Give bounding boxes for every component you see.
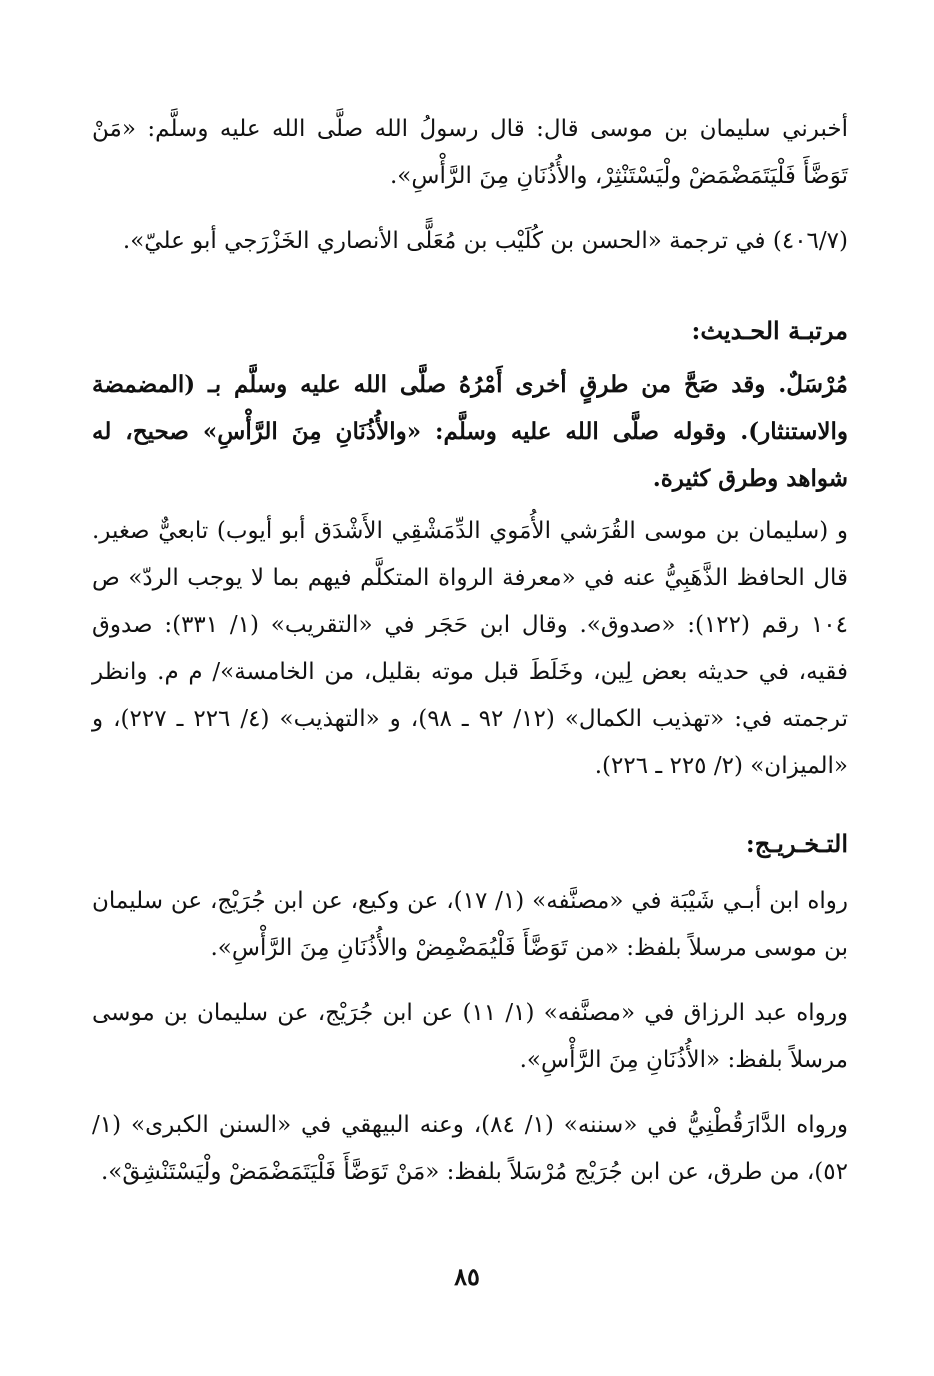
biography-reference-paragraph: (٤٠٦/٧) في ترجمة «الحسن بن كُلَيْب بن مُعَلًّى الأنصاري الخَزْرَجي أبو عليّ». (122, 228, 848, 254)
takhrij-paragraph-abd-al-razzaq: ورواه عبد الرزاق في «مصنَّفه» (١/ ١١) عن ابن جُرَيْج، عن سليمان بن موسى مرسلاً بلفظ: «الأُذُنَانِ مِنَ الرَّأْسِ». (92, 1000, 849, 1073)
book-page (92, 100, 848, 1340)
narrator-biography-paragraph: و (سليمان بن موسى القُرَشي الأُمَوي الدِّمَشْقِي الأَشْدَق أبو أيوب) تابعيٌّ صغير. قال الحافظ الذَّهَبِيُّ عنه في «معرفة الرواة المتكلَّم فيهم بما لا يوجب الردّ» ص ١٠٤ رقم (١٢٢): «صدوق». وقال ابن حَجَر في «التقريب» (١/ ٣٣١): صدوق فقيه، في حديثه بعض لِين، وخَلَطَ قبل موته بقليل، من الخامسة»/ م م. وانظر ترجمته في: «تهذيب الكمال» (١٢/ ٩٢ ـ ٩٨)، و «التهذيب» (٤/ ٢٢٦ ـ ٢٢٧)، و «الميزان» (٢/ ٢٢٥ ـ ٢٢٦). (92, 518, 849, 779)
hadith-grade-paragraph: مُرْسَلٌ. وقد صَحَّ من طرقٍ أخرى أَمْرُهُ صلَّى الله عليه وسلَّم بـ (المضمضة والاستنثار). وقوله صلَّى الله عليه وسلَّم: «والأُذُنَانِ مِنَ الرَّأْسِ» صحيح، له شواهد وطرق كثيرة. (92, 371, 848, 492)
takhrij-paragraph-ibn-abi-shayba: رواه ابن أبـي شَيْبَة في «مصنَّفه» (١/ ١٧)، عن وكيع، عن ابن جُرَيْج، عن سليمان بن موسى مرسلاً بلفظ: «من تَوَضَّأَ فَلْيُمَضْمِضْ والأُذُنَانِ مِنَ الرَّأْسِ». (92, 888, 848, 961)
hadith-text-paragraph: أخبرني سليمان بن موسى قال: قال رسولُ الله صلَّى الله عليه وسلَّم: «مَنْ تَوَضَّأَ فَلْيَتَمَضْمَضْ ولْيَسْتَنْثِرْ، والأُذُنَانِ مِنَ الرَّأْسِ». (92, 116, 848, 189)
takhrij-paragraph-daraqutni: ورواه الدَّارَقُطْنِيُّ في «سننه» (١/ ٨٤)، وعنه البيهقي في «السنن الكبرى» (١/ ٥٢)، من طرق، عن ابن جُرَيْج مُرْسَلاً بلفظ: «مَنْ تَوَضَّأَ فَلْيَتَمَضْمَضْ ولْيَسْتَنْشِقْ». (92, 1112, 848, 1185)
page-number: ٨٥ (454, 1262, 480, 1291)
section-heading-takhrij: التـخـريـج: (745, 829, 848, 858)
section-heading-hadith-grade: مرتبـة الحـديث: (691, 316, 848, 345)
